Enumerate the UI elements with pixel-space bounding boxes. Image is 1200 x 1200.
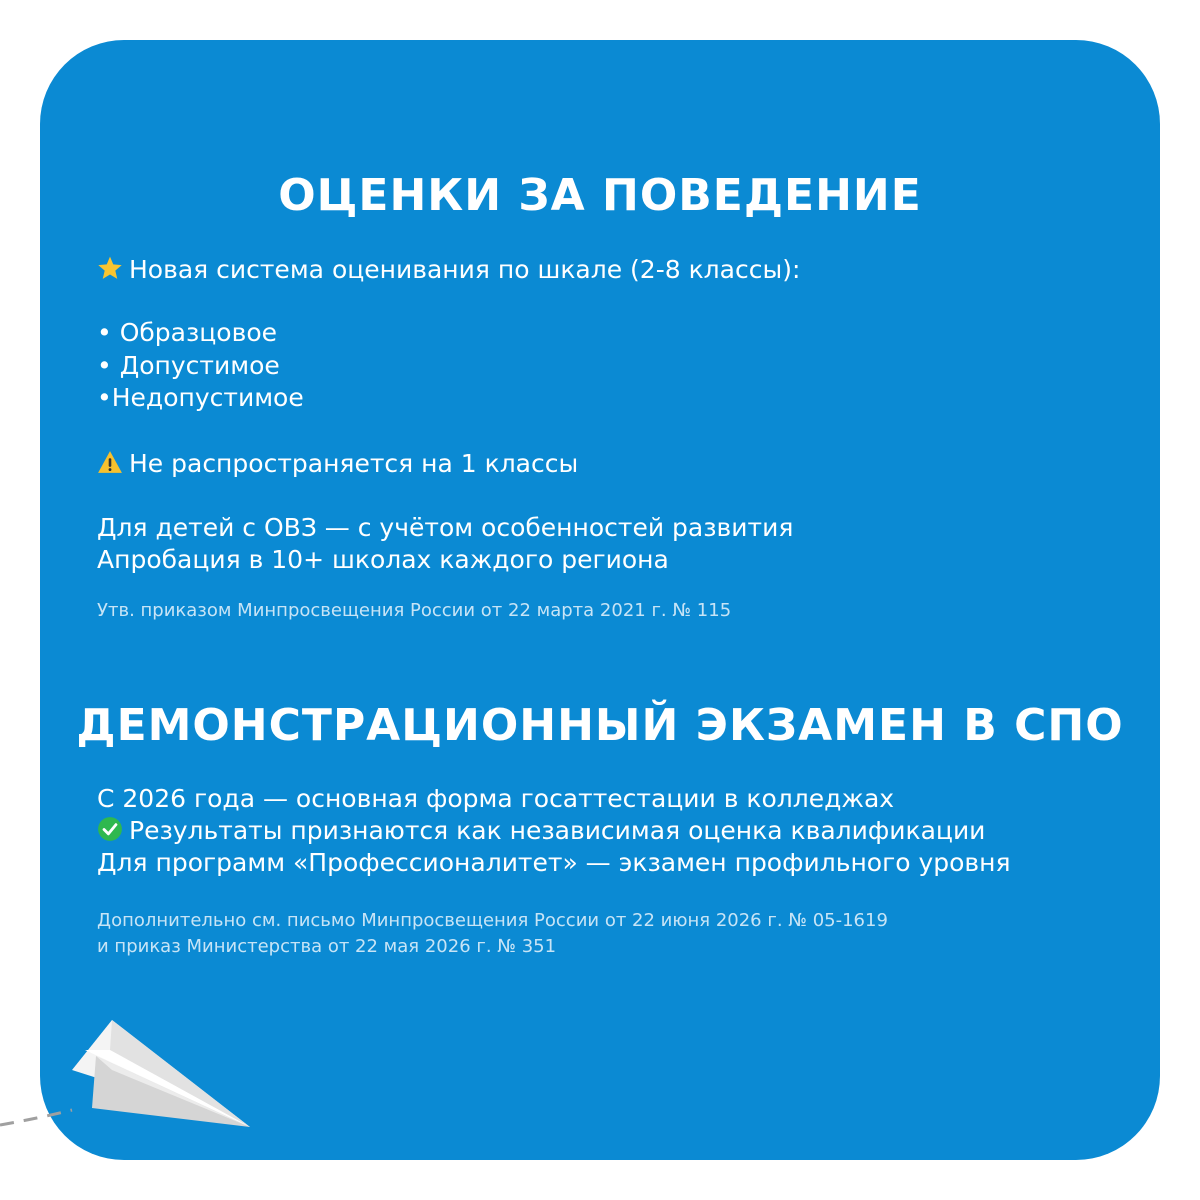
- exam-line-3: Для программ «Профессионалитет» — экзамен профильного уровня: [97, 848, 1011, 877]
- paper-plane-icon: [0, 990, 270, 1150]
- exam-line-1: С 2026 года — основная форма госаттестации в колледжах: [97, 784, 895, 813]
- source-reference-1: Утв. приказом Минпросвещения России от 22 марта 2021 г. № 115: [97, 600, 732, 621]
- warning-text: Не распространяется на 1 классы: [129, 449, 579, 478]
- note-ovz: Для детей с ОВЗ — с учётом особенностей развития: [97, 513, 794, 542]
- grade-item-unacceptable: •Недопустимое: [97, 383, 304, 412]
- section-title-exam: ДЕМОНСТРАЦИОННЫЙ ЭКЗАМЕН В СПО: [76, 700, 1124, 751]
- section-title-behavior: ОЦЕНКИ ЗА ПОВЕДЕНИЕ: [278, 170, 922, 221]
- exam-line-2-text: Результаты признаются как независимая оценка квалификации: [129, 816, 986, 845]
- grade-item-acceptable: • Допустимое: [97, 351, 280, 380]
- star-icon: [97, 255, 123, 281]
- note-approbation: Апробация в 10+ школах каждого региона: [97, 545, 669, 574]
- warning-line: [97, 449, 578, 478]
- warning-icon: [97, 449, 123, 475]
- scale-intro-text: Новая система оценивания по шкале (2-8 классы):: [129, 255, 801, 284]
- source-reference-2: Дополнительно см. письмо Минпросвещения России от 22 июня 2026 г. № 05-1619: [97, 910, 888, 931]
- check-icon: [97, 816, 123, 842]
- source-reference-3: и приказ Министерства от 22 мая 2026 г. № 351: [97, 936, 557, 957]
- exam-line-2: [97, 816, 985, 845]
- grade-item-exemplary: • Образцовое: [97, 318, 277, 347]
- scale-intro: [97, 255, 800, 284]
